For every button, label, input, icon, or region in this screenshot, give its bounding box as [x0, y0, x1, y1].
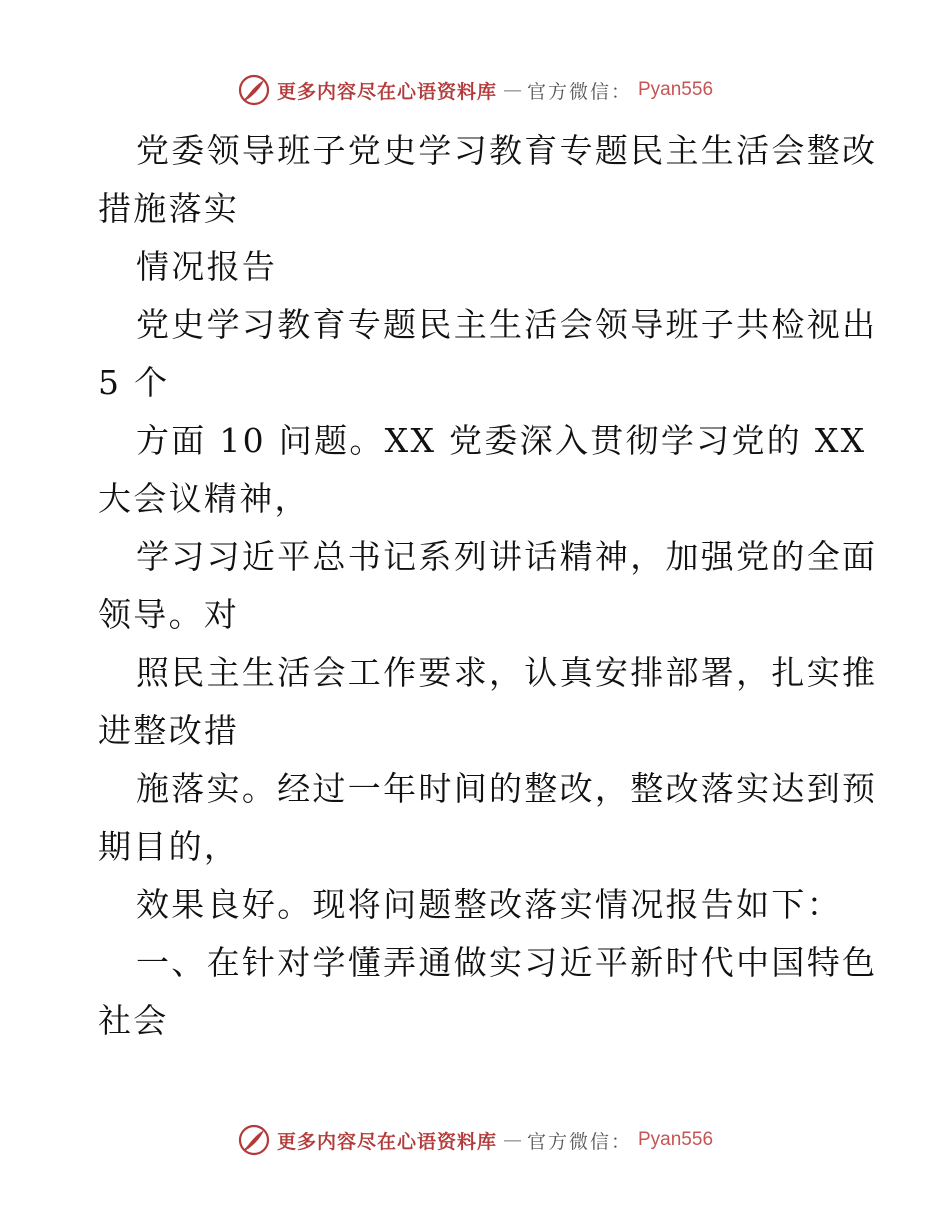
- watermark-main-text: 更多内容尽在心语资料库: [276, 80, 497, 103]
- watermark-header: [0, 70, 950, 110]
- document-line: 学习习近平总书记系列讲话精神，加强党的全面: [136, 537, 878, 576]
- document-line: 社会: [98, 1001, 169, 1040]
- watermark-id: Pyan556: [638, 79, 714, 100]
- document-line: 进整改措: [98, 711, 240, 750]
- watermark-main-text: 更多内容尽在心语资料库: [276, 1130, 497, 1153]
- document-line: 大会议精神，: [98, 479, 310, 518]
- document-line: 党委领导班子党史学习教育专题民主生活会整改: [136, 131, 878, 170]
- document-line: 党史学习教育专题民主生活会领导班子共检视出: [136, 305, 878, 344]
- watermark-separator: —: [502, 1129, 521, 1151]
- quill-seal-icon: [237, 73, 271, 107]
- watermark-id: Pyan556: [638, 1129, 714, 1150]
- quill-seal-icon: [237, 1123, 271, 1157]
- watermark-label: 官方微信：: [526, 1130, 632, 1153]
- watermark-label: 官方微信：: [526, 80, 632, 103]
- document-line: 期目的，: [98, 827, 240, 866]
- document-line: 5 个: [98, 363, 170, 402]
- document-line: 效果良好。现将问题整改落实情况报告如下：: [136, 885, 842, 924]
- document-line: 领导。对: [98, 595, 240, 634]
- document-line: 措施落实: [98, 189, 240, 228]
- document-line: 照民主生活会工作要求，认真安排部署，扎实推: [136, 653, 878, 692]
- document-line: 方面 10 问题。XX 党委深入贯彻学习党的 XX: [136, 421, 867, 460]
- watermark-footer: [0, 1120, 950, 1160]
- watermark-separator: —: [502, 79, 521, 101]
- document-body: [98, 122, 878, 1050]
- document-line: 情况报告: [136, 247, 278, 286]
- document-line: 施落实。经过一年时间的整改，整改落实达到预: [136, 769, 878, 808]
- document-line: 一、在针对学懂弄通做实习近平新时代中国特色: [136, 943, 878, 982]
